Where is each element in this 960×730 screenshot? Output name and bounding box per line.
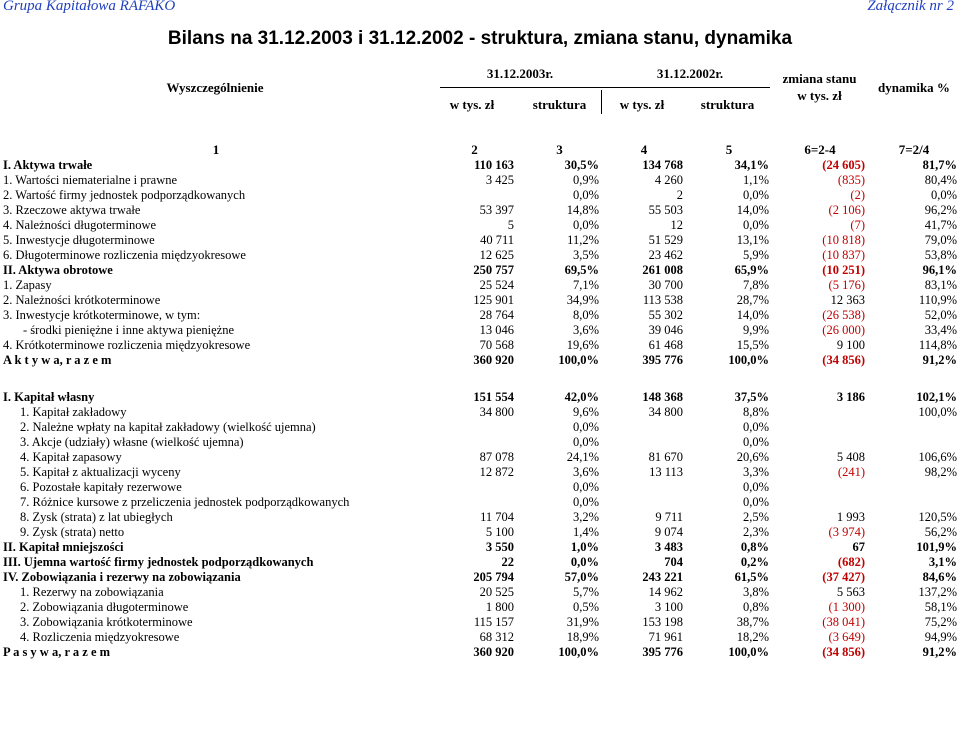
value-2003: 125 901 bbox=[473, 293, 514, 307]
organization-name: Grupa Kapitałowa RAFAKO bbox=[3, 0, 176, 14]
structure-2003: 0,0% bbox=[570, 555, 599, 569]
value-2003: 13 046 bbox=[479, 323, 514, 337]
section-row bbox=[0, 570, 960, 585]
structure-2002: 100,0% bbox=[728, 645, 769, 659]
total-row bbox=[0, 645, 960, 660]
row-label: I. Aktywa trwałe bbox=[3, 158, 93, 172]
structure-2002: 0,0% bbox=[742, 435, 769, 449]
change-value: (10 837) bbox=[822, 248, 865, 262]
table-row bbox=[0, 173, 960, 188]
structure-2002: 0,0% bbox=[742, 188, 769, 202]
value-2002: 134 768 bbox=[642, 158, 683, 172]
structure-2002: 14,0% bbox=[736, 308, 769, 322]
structure-2003: 9,6% bbox=[572, 405, 599, 419]
change-value: (3 649) bbox=[828, 630, 865, 644]
value-2003: 70 568 bbox=[479, 338, 514, 352]
row-label: 4. Krótkoterminowe rozliczenia międzyokresowe bbox=[3, 338, 251, 352]
structure-2002: 28,7% bbox=[736, 293, 769, 307]
value-2003: 20 525 bbox=[479, 585, 514, 599]
structure-2003: 1,0% bbox=[570, 540, 599, 554]
structure-2003: 69,5% bbox=[564, 263, 599, 277]
structure-2003: 34,9% bbox=[566, 293, 599, 307]
structure-2003: 100,0% bbox=[558, 353, 599, 367]
row-label: 1. Wartości niematerialne i prawne bbox=[3, 173, 178, 187]
structure-2003: 5,7% bbox=[572, 585, 599, 599]
column-dynamics: dynamika % bbox=[878, 80, 950, 95]
row-label: II. Aktywa obrotowe bbox=[3, 263, 113, 277]
value-2002 bbox=[602, 435, 686, 450]
structure-2002: 7,8% bbox=[742, 278, 769, 292]
value-2003: 3 425 bbox=[485, 173, 514, 187]
structure-2003: 7,1% bbox=[572, 278, 599, 292]
dynamics-value: 91,2% bbox=[922, 353, 957, 367]
dynamics-value: 96,2% bbox=[924, 203, 957, 217]
value-2003: 5 bbox=[507, 218, 514, 232]
table-row bbox=[0, 203, 960, 218]
row-label: 2. Należne wpłaty na kapitał zakładowy (wielkość ujemna) bbox=[20, 420, 316, 434]
structure-2002: 0,0% bbox=[742, 480, 769, 494]
value-2002: 13 113 bbox=[649, 465, 683, 479]
structure-2003: 0,0% bbox=[572, 495, 599, 509]
value-2003: 115 157 bbox=[473, 615, 514, 629]
value-2003: 12 625 bbox=[479, 248, 514, 262]
value-2002: 3 100 bbox=[654, 600, 683, 614]
change-value: (26 538) bbox=[822, 308, 865, 322]
structure-2003: 18,9% bbox=[566, 630, 599, 644]
value-2003: 360 920 bbox=[473, 353, 514, 367]
dynamics-value: 56,2% bbox=[924, 525, 957, 539]
row-label: 4. Należności długoterminowe bbox=[3, 218, 157, 232]
dynamics-value: 58,1% bbox=[924, 600, 957, 614]
structure-2003: 8,0% bbox=[572, 308, 599, 322]
change-value: (24 605) bbox=[822, 158, 865, 172]
dynamics-value: 3,1% bbox=[928, 555, 957, 569]
value-2002 bbox=[602, 368, 686, 390]
balance-sheet-body bbox=[0, 140, 960, 660]
value-2003: 12 872 bbox=[479, 465, 514, 479]
dynamics-value: 120,5% bbox=[918, 510, 957, 524]
structure-2002: 37,5% bbox=[734, 390, 769, 404]
value-2002: 55 503 bbox=[648, 203, 683, 217]
value-2002: 113 538 bbox=[642, 293, 683, 307]
structure-2002: 0,0% bbox=[742, 495, 769, 509]
section-row bbox=[0, 540, 960, 555]
table-row bbox=[0, 480, 960, 495]
row-label: A k t y w a, r a z e m bbox=[3, 353, 112, 367]
value-2003: 360 920 bbox=[473, 645, 514, 659]
change-value: (3 974) bbox=[828, 525, 865, 539]
value-2003: 40 711 bbox=[480, 233, 514, 247]
value-2003: 151 554 bbox=[473, 390, 514, 404]
dynamics-value: 94,9% bbox=[924, 630, 957, 644]
table-row bbox=[0, 585, 960, 600]
dynamics-value: 0,0% bbox=[930, 188, 957, 202]
value-2003: 22 bbox=[501, 555, 514, 569]
table-row bbox=[0, 510, 960, 525]
value-2003: 25 524 bbox=[479, 278, 514, 292]
row-label: 8. Zysk (strata) z lat ubiegłych bbox=[20, 510, 173, 524]
value-2003: 68 312 bbox=[479, 630, 514, 644]
row-label: I. Kapitał własny bbox=[3, 390, 95, 404]
dynamics-value: 96,1% bbox=[922, 263, 957, 277]
column-2003-value: w tys. zł bbox=[449, 97, 495, 112]
table-row bbox=[0, 405, 960, 420]
value-2002: 3 483 bbox=[654, 540, 683, 554]
row-label bbox=[0, 368, 432, 390]
change-value: 1 993 bbox=[836, 510, 865, 524]
dynamics-value: 79,0% bbox=[924, 233, 957, 247]
change-value: (835) bbox=[837, 173, 865, 187]
column-item-header: Wyszczególnienie bbox=[166, 80, 264, 95]
dynamics-value: 110,9% bbox=[918, 293, 957, 307]
value-2003: 28 764 bbox=[479, 308, 514, 322]
value-2002 bbox=[602, 420, 686, 435]
row-label: 3. Zobowiązania krótkoterminowe bbox=[20, 615, 193, 629]
structure-2002: 1,1% bbox=[742, 173, 769, 187]
structure-2003: 3,2% bbox=[572, 510, 599, 524]
structure-2002: 0,0% bbox=[742, 218, 769, 232]
structure-2003: 3,6% bbox=[572, 323, 599, 337]
value-2002: 30 700 bbox=[648, 278, 683, 292]
table-row bbox=[0, 465, 960, 480]
value-2002: 148 368 bbox=[642, 390, 683, 404]
change-value: 5 408 bbox=[836, 450, 865, 464]
structure-2003: 100,0% bbox=[558, 645, 599, 659]
structure-2002: 34,1% bbox=[734, 158, 769, 172]
value-2002: 55 302 bbox=[648, 308, 683, 322]
change-value: (2) bbox=[850, 188, 865, 202]
dynamics-value: 100,0% bbox=[918, 405, 957, 419]
dynamics-value: 106,6% bbox=[918, 450, 957, 464]
value-2003: 250 757 bbox=[473, 263, 514, 277]
structure-2003: 0,0% bbox=[572, 480, 599, 494]
table-row bbox=[0, 293, 960, 308]
structure-2003: 11,2% bbox=[567, 233, 599, 247]
change-value: (37 427) bbox=[822, 570, 865, 584]
structure-2002: 5,9% bbox=[742, 248, 769, 262]
section-row bbox=[0, 263, 960, 278]
column-number: 2 bbox=[471, 141, 478, 157]
table-row bbox=[0, 338, 960, 353]
value-2003: 53 397 bbox=[479, 203, 514, 217]
change-value: 5 563 bbox=[836, 585, 865, 599]
structure-2002: 15,5% bbox=[736, 338, 769, 352]
dynamics-value: 75,2% bbox=[924, 615, 957, 629]
table-row bbox=[0, 525, 960, 540]
value-2002: 23 462 bbox=[648, 248, 683, 262]
section-row bbox=[0, 555, 960, 570]
dynamics-value: 81,7% bbox=[922, 158, 957, 172]
value-2002 bbox=[602, 480, 686, 495]
section-row bbox=[0, 158, 960, 173]
change-value: (34 856) bbox=[822, 353, 865, 367]
value-2002: 704 bbox=[664, 555, 683, 569]
structure-2002: 100,0% bbox=[728, 353, 769, 367]
dynamics-value bbox=[868, 435, 960, 450]
change-value: (7) bbox=[850, 218, 865, 232]
total-row bbox=[0, 353, 960, 368]
table-row bbox=[0, 435, 960, 450]
value-2002: 243 221 bbox=[642, 570, 683, 584]
column-change-line1: zmiana stanu bbox=[782, 71, 857, 86]
dynamics-value: 102,1% bbox=[916, 390, 957, 404]
structure-2002: 3,3% bbox=[742, 465, 769, 479]
column-2002-value: w tys. zł bbox=[619, 97, 665, 112]
section-row bbox=[0, 390, 960, 405]
dynamics-value: 33,4% bbox=[924, 323, 957, 337]
structure-2002: 3,8% bbox=[742, 585, 769, 599]
dynamics-value: 91,2% bbox=[922, 645, 957, 659]
row-label: 9. Zysk (strata) netto bbox=[20, 525, 125, 539]
value-2003 bbox=[432, 188, 517, 203]
structure-2003: 14,8% bbox=[566, 203, 599, 217]
value-2002: 34 800 bbox=[648, 405, 683, 419]
structure-2002: 61,5% bbox=[734, 570, 769, 584]
value-2002: 153 198 bbox=[642, 615, 683, 629]
value-2003: 5 100 bbox=[485, 525, 514, 539]
change-value: (10 251) bbox=[822, 263, 865, 277]
column-number: 5 bbox=[725, 141, 733, 157]
structure-2002: 2,3% bbox=[742, 525, 769, 539]
row-label: 3. Akcje (udziały) własne (wielkość ujemna) bbox=[20, 435, 244, 449]
structure-2003: 19,6% bbox=[566, 338, 599, 352]
value-2002: 9 074 bbox=[654, 525, 683, 539]
row-label: 2. Zobowiązania długoterminowe bbox=[20, 600, 189, 614]
row-label: 1. Rezerwy na zobowiązania bbox=[20, 585, 164, 599]
value-2002 bbox=[602, 495, 686, 510]
structure-2003: 42,0% bbox=[564, 390, 599, 404]
change-value: (34 856) bbox=[822, 645, 865, 659]
dynamics-value: 114,8% bbox=[918, 338, 957, 352]
value-2003: 3 550 bbox=[485, 540, 514, 554]
value-2003: 1 800 bbox=[485, 600, 514, 614]
table-row bbox=[0, 615, 960, 630]
row-label: III. Ujemna wartość firmy jednostek podporządkowanych bbox=[3, 555, 314, 569]
change-value: 3 186 bbox=[836, 390, 865, 404]
column-change-line2: w tys. zł bbox=[797, 88, 842, 103]
structure-2002: 65,9% bbox=[734, 263, 769, 277]
row-label: 5. Kapitał z aktualizacji wyceny bbox=[20, 465, 181, 479]
structure-2002 bbox=[686, 368, 772, 390]
value-2003 bbox=[432, 368, 517, 390]
change-value bbox=[772, 405, 868, 420]
row-label: P a s y w a, r a z e m bbox=[3, 645, 111, 659]
structure-2003: 3,6% bbox=[572, 465, 599, 479]
change-value: (10 818) bbox=[822, 233, 865, 247]
dynamics-value: 98,2% bbox=[924, 465, 957, 479]
table-header bbox=[0, 60, 960, 140]
change-value bbox=[772, 435, 868, 450]
value-2003 bbox=[432, 480, 517, 495]
column-number: 1 bbox=[212, 141, 220, 157]
value-2003 bbox=[432, 495, 517, 510]
structure-2002: 38,7% bbox=[736, 615, 769, 629]
table-row bbox=[0, 600, 960, 615]
table-row bbox=[0, 188, 960, 203]
row-label: 1. Kapitał zakładowy bbox=[20, 405, 127, 419]
change-value: (1 300) bbox=[828, 600, 865, 614]
column-number-row bbox=[0, 140, 960, 158]
column-number: 7=2/4 bbox=[898, 141, 930, 157]
change-value: (2 106) bbox=[828, 203, 865, 217]
column-2002-date: 31.12.2002r. bbox=[656, 66, 724, 81]
row-label: 2. Należności krótkoterminowe bbox=[3, 293, 161, 307]
structure-2002: 0,8% bbox=[742, 600, 769, 614]
structure-2002: 18,2% bbox=[736, 630, 769, 644]
dynamics-value: 53,8% bbox=[924, 248, 957, 262]
dynamics-value: 101,9% bbox=[916, 540, 957, 554]
structure-2003 bbox=[517, 368, 602, 390]
table-row bbox=[0, 278, 960, 293]
structure-2003: 57,0% bbox=[564, 570, 599, 584]
value-2002: 61 468 bbox=[648, 338, 683, 352]
dynamics-value bbox=[868, 420, 960, 435]
value-2003: 110 163 bbox=[474, 158, 514, 172]
spacer-row bbox=[0, 368, 960, 390]
value-2003: 87 078 bbox=[479, 450, 514, 464]
column-2003-date: 31.12.2003r. bbox=[486, 66, 554, 81]
dynamics-value: 83,1% bbox=[924, 278, 957, 292]
change-value: 12 363 bbox=[830, 293, 865, 307]
change-value: 67 bbox=[852, 540, 865, 554]
structure-2002: 0,0% bbox=[742, 420, 769, 434]
change-value bbox=[772, 368, 868, 390]
table-row bbox=[0, 248, 960, 263]
structure-2003: 31,9% bbox=[566, 615, 599, 629]
structure-2002: 13,1% bbox=[736, 233, 769, 247]
annex-label: Załącznik nr 2 bbox=[867, 0, 954, 14]
change-value: 9 100 bbox=[836, 338, 865, 352]
structure-2003: 3,5% bbox=[572, 248, 599, 262]
dynamics-value: 137,2% bbox=[918, 585, 957, 599]
table-row bbox=[0, 450, 960, 465]
row-label: 3. Inwestycje krótkoterminowe, w tym: bbox=[3, 308, 201, 322]
dynamics-value bbox=[868, 368, 960, 390]
value-2002: 4 260 bbox=[654, 173, 683, 187]
dynamics-value bbox=[868, 495, 960, 510]
structure-2002: 20,6% bbox=[736, 450, 769, 464]
structure-2003: 0,9% bbox=[572, 173, 599, 187]
row-label: 7. Różnice kursowe z przeliczenia jednostek podporządkowanych bbox=[20, 495, 350, 509]
change-value: (38 041) bbox=[822, 615, 865, 629]
value-2003: 11 704 bbox=[480, 510, 514, 524]
value-2002: 261 008 bbox=[642, 263, 683, 277]
row-label: IV. Zobowiązania i rezerwy na zobowiązania bbox=[3, 570, 241, 584]
dynamics-value: 80,4% bbox=[924, 173, 957, 187]
value-2002: 71 961 bbox=[648, 630, 683, 644]
value-2002: 395 776 bbox=[642, 353, 683, 367]
structure-2003: 0,5% bbox=[572, 600, 599, 614]
structure-2003: 0,0% bbox=[572, 420, 599, 434]
row-label: 5. Inwestycje długoterminowe bbox=[3, 233, 155, 247]
value-2002: 12 bbox=[670, 218, 683, 232]
table-row bbox=[0, 218, 960, 233]
row-label: 2. Wartość firmy jednostek podporządkowanych bbox=[3, 188, 246, 202]
table-row bbox=[0, 323, 960, 338]
table-row bbox=[0, 308, 960, 323]
dynamics-value: 52,0% bbox=[924, 308, 957, 322]
structure-2003: 24,1% bbox=[566, 450, 599, 464]
table-row bbox=[0, 630, 960, 645]
column-2003-structure: struktura bbox=[532, 97, 587, 112]
value-2002: 51 529 bbox=[648, 233, 683, 247]
structure-2002: 0,8% bbox=[740, 540, 769, 554]
header-divider bbox=[601, 90, 602, 114]
value-2002: 395 776 bbox=[642, 645, 683, 659]
row-label: 4. Rozliczenia międzyokresowe bbox=[20, 630, 180, 644]
table-row bbox=[0, 233, 960, 248]
change-value: (5 176) bbox=[828, 278, 865, 292]
value-2002: 39 046 bbox=[648, 323, 683, 337]
header-divider bbox=[440, 87, 770, 88]
value-2002: 81 670 bbox=[648, 450, 683, 464]
row-label: 1. Zapasy bbox=[3, 278, 52, 292]
column-2002-structure: struktura bbox=[700, 97, 755, 112]
change-value: (26 000) bbox=[822, 323, 865, 337]
value-2003: 205 794 bbox=[473, 570, 514, 584]
structure-2002: 2,5% bbox=[742, 510, 769, 524]
balance-sheet-table bbox=[0, 140, 960, 660]
column-number: 3 bbox=[556, 141, 563, 157]
value-2002: 9 711 bbox=[655, 510, 683, 524]
row-label: II. Kapitał mniejszości bbox=[3, 540, 124, 554]
value-2003 bbox=[432, 435, 517, 450]
structure-2003: 0,0% bbox=[572, 218, 599, 232]
row-label: - środki pieniężne i inne aktywa pieniężne bbox=[23, 323, 235, 337]
page-title: Bilans na 31.12.2003 i 31.12.2002 - struktura, zmiana stanu, dynamika bbox=[167, 28, 793, 49]
structure-2002: 8,8% bbox=[742, 405, 769, 419]
value-2003: 34 800 bbox=[479, 405, 514, 419]
dynamics-value bbox=[868, 480, 960, 495]
row-label: 6. Pozostałe kapitały rezerwowe bbox=[20, 480, 182, 494]
column-number: 4 bbox=[640, 141, 648, 157]
table-row bbox=[0, 495, 960, 510]
change-value: (682) bbox=[837, 555, 865, 569]
change-value bbox=[772, 495, 868, 510]
value-2002: 2 bbox=[676, 188, 683, 202]
structure-2003: 30,5% bbox=[564, 158, 599, 172]
column-number: 6=2-4 bbox=[804, 141, 836, 157]
row-label: 4. Kapitał zapasowy bbox=[20, 450, 122, 464]
table-row bbox=[0, 420, 960, 435]
row-label: 3. Rzeczowe aktywa trwałe bbox=[3, 203, 141, 217]
structure-2002: 0,2% bbox=[740, 555, 769, 569]
value-2003 bbox=[432, 420, 517, 435]
row-label: 6. Długoterminowe rozliczenia międzyokresowe bbox=[3, 248, 246, 262]
change-value bbox=[772, 480, 868, 495]
structure-2002: 9,9% bbox=[742, 323, 769, 337]
dynamics-value: 41,7% bbox=[924, 218, 957, 232]
dynamics-value: 84,6% bbox=[922, 570, 957, 584]
structure-2003: 1,4% bbox=[572, 525, 599, 539]
change-value: (241) bbox=[837, 465, 865, 479]
change-value bbox=[772, 420, 868, 435]
structure-2003: 0,0% bbox=[572, 188, 599, 202]
value-2002: 14 962 bbox=[648, 585, 683, 599]
structure-2003: 0,0% bbox=[572, 435, 599, 449]
structure-2002: 14,0% bbox=[736, 203, 769, 217]
